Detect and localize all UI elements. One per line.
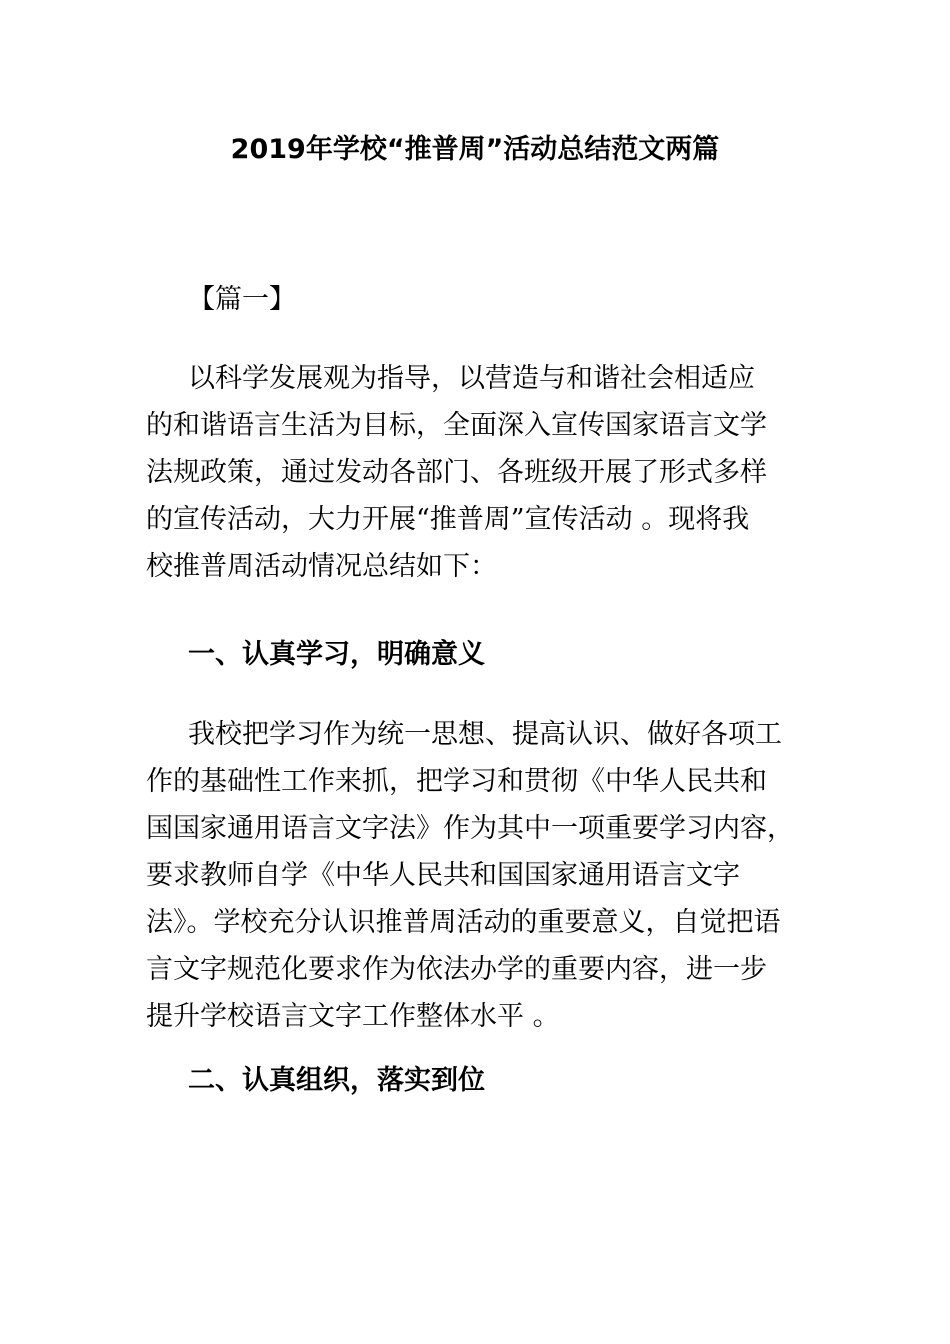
paragraph-line: 作的基础性工作来抓，把学习和贯彻《中华人民共和 — [146, 766, 767, 797]
paragraph-line: 以科学发展观为指导，以营造与和谐社会相适应 — [188, 363, 755, 394]
paragraph-line: 言文字规范化要求作为依法办学的重要内容，进一步 — [146, 954, 767, 985]
paragraph-line: 的和谐语言生活为目标，全面深入宣传国家语言文学 — [146, 410, 767, 441]
section-heading-2: 二、认真组织，落实到位 — [188, 1065, 485, 1096]
paragraph-line: 的宣传活动，大力开展“推普周”宣传活动 。现将我 — [146, 504, 750, 535]
paragraph-line: 校推普周活动情况总结如下： — [146, 551, 497, 582]
paragraph-line: 要求教师自学《中华人民共和国国家通用语言文字 — [146, 860, 740, 891]
section-heading-1: 一、认真学习，明确意义 — [188, 639, 485, 670]
section-label: 【篇一】 — [188, 284, 296, 315]
paragraph-study — [146, 711, 818, 1040]
paragraph-line: 国国家通用语言文字法》作为其中一项重要学习内容， — [146, 813, 794, 844]
paragraph-line: 我校把学习作为统一思想、提高认识、做好各项工 — [188, 719, 782, 750]
paragraph-line: 法》。学校充分认识推普周活动的重要意义，自觉把语 — [146, 907, 781, 938]
paragraph-line: 提升学校语言文字工作整体水平 。 — [146, 1001, 560, 1032]
paragraph-intro — [146, 355, 818, 590]
document-title: 2019年学校“推普周”活动总结范文两篇 — [230, 134, 720, 165]
paragraph-line: 法规政策，通过发动各部门、各班级开展了形式多样 — [146, 457, 767, 488]
